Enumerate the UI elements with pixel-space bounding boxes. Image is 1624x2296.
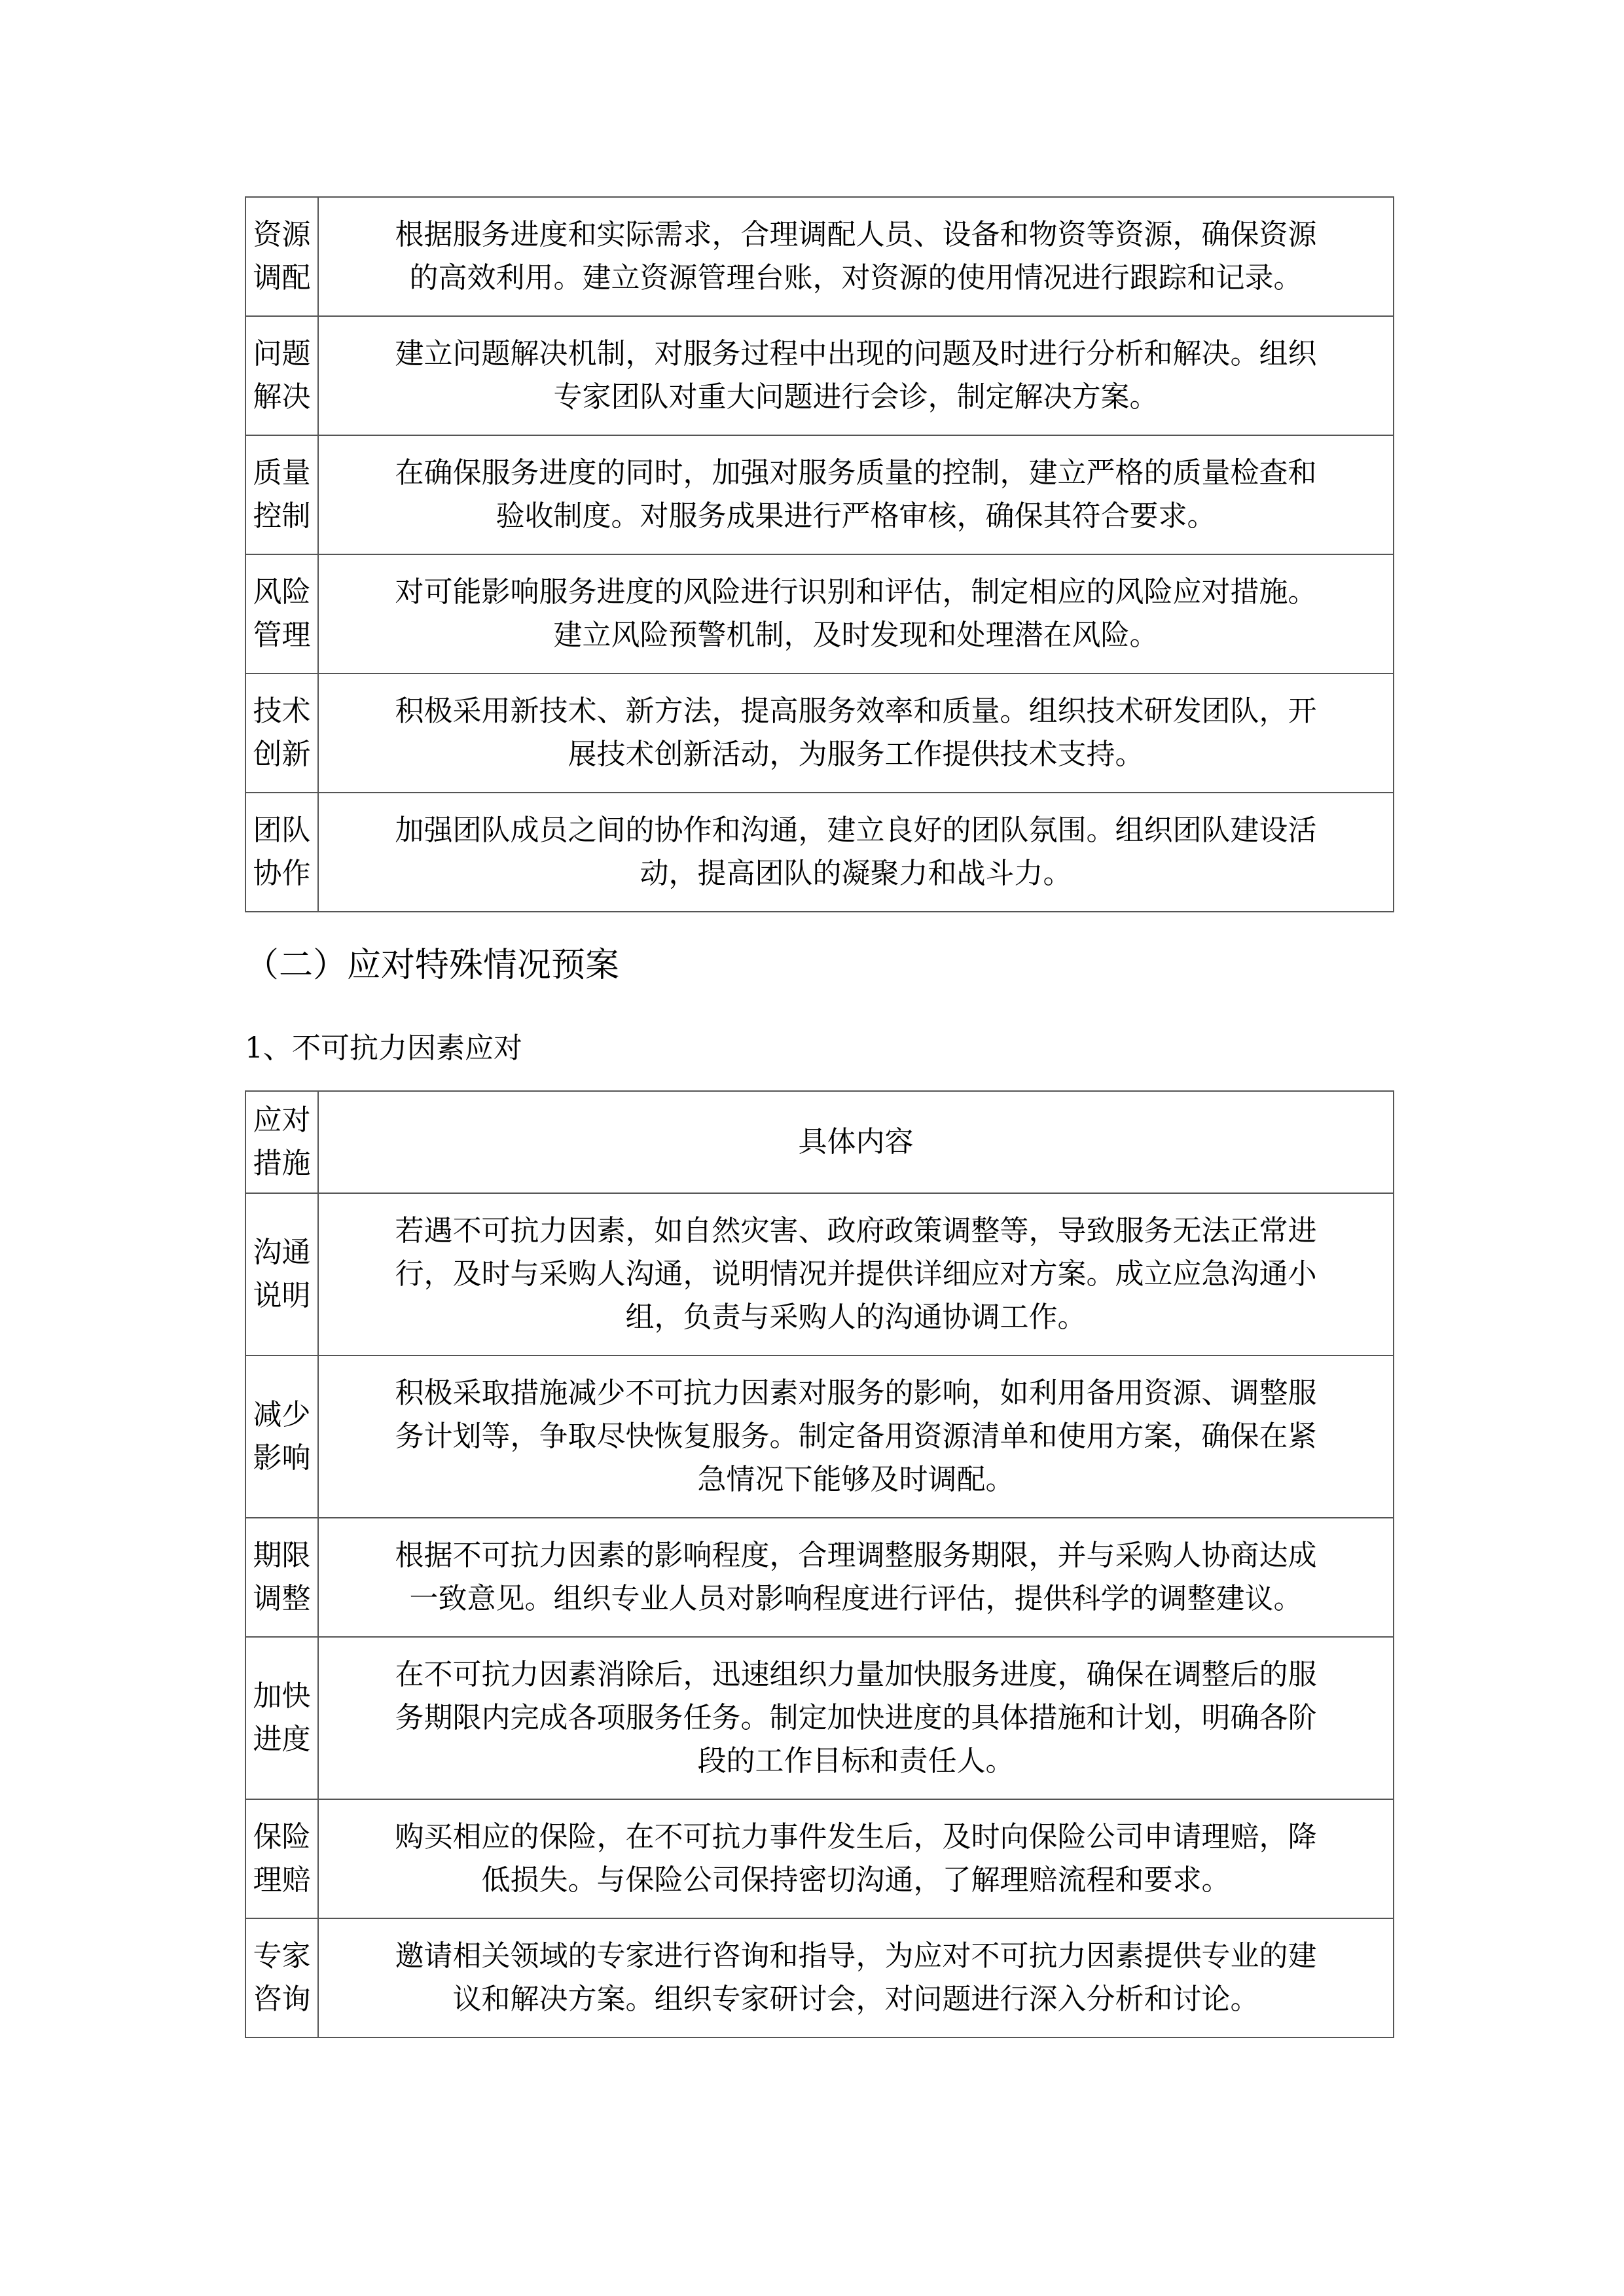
header-content: 具体内容: [318, 1091, 1394, 1193]
sub-heading: 1、不可抗力因素应对: [245, 1031, 522, 1065]
table-header-row: [245, 1091, 1394, 1193]
row-label: 加快 进度: [245, 1637, 318, 1799]
table-row: [245, 435, 1394, 554]
row-content: 加强团队成员之间的协作和沟通，建立良好的团队氛围。组织团队建设活 动，提高团队的凝聚力和战斗力。: [318, 793, 1394, 912]
row-label: 技术 创新: [245, 673, 318, 793]
row-content: 积极采用新技术、新方法，提高服务效率和质量。组织技术研发团队，开 展技术创新活动，为服务工作提供技术支持。: [318, 673, 1394, 793]
row-content: 若遇不可抗力因素，如自然灾害、政府政策调整等，导致服务无法正常进 行，及时与采购人沟通，说明情况并提供详细应对方案。成立应急沟通小 组，负责与采购人的沟通协调工作。: [318, 1193, 1394, 1355]
row-content: 建立问题解决机制，对服务过程中出现的问题及时进行分析和解决。组织 专家团队对重大问题进行会诊，制定解决方案。: [318, 316, 1394, 435]
row-label: 质量 控制: [245, 435, 318, 554]
row-label: 减少 影响: [245, 1355, 318, 1518]
force-majeure-table: [245, 1090, 1394, 2038]
row-content: 根据服务进度和实际需求，合理调配人员、设备和物资等资源，确保资源 的高效利用。建立资源管理台账，对资源的使用情况进行跟踪和记录。: [318, 197, 1394, 316]
section-heading: （二）应对特殊情况预案: [245, 946, 620, 985]
row-content: 购买相应的保险，在不可抗力事件发生后，及时向保险公司申请理赔，降 低损失。与保险公司保持密切沟通，了解理赔流程和要求。: [318, 1799, 1394, 1918]
table-row: [245, 1918, 1394, 2037]
row-label: 沟通 说明: [245, 1193, 318, 1355]
header-label: 应对 措施: [245, 1091, 318, 1193]
row-label: 团队 协作: [245, 793, 318, 912]
row-label: 专家 咨询: [245, 1918, 318, 2037]
table-row: [245, 793, 1394, 912]
table-row: [245, 1193, 1394, 1355]
row-content: 在确保服务进度的同时，加强对服务质量的控制，建立严格的质量检查和 验收制度。对服务成果进行严格审核，确保其符合要求。: [318, 435, 1394, 554]
table-row: [245, 316, 1394, 435]
table-row: [245, 1355, 1394, 1518]
table-row: [245, 1637, 1394, 1799]
row-content: 邀请相关领域的专家进行咨询和指导，为应对不可抗力因素提供专业的建 议和解决方案。组织专家研讨会，对问题进行深入分析和讨论。: [318, 1918, 1394, 2037]
schedule-measures-table: [245, 196, 1394, 912]
row-content: 在不可抗力因素消除后，迅速组织力量加快服务进度，确保在调整后的服 务期限内完成各项服务任务。制定加快进度的具体措施和计划，明确各阶 段的工作目标和责任人。: [318, 1637, 1394, 1799]
row-label: 资源 调配: [245, 197, 318, 316]
row-label: 期限 调整: [245, 1518, 318, 1637]
table-row: [245, 673, 1394, 793]
row-label: 问题 解决: [245, 316, 318, 435]
table-row: [245, 1518, 1394, 1637]
row-content: 对可能影响服务进度的风险进行识别和评估，制定相应的风险应对措施。 建立风险预警机制，及时发现和处理潜在风险。: [318, 554, 1394, 673]
table-row: [245, 197, 1394, 316]
table-row: [245, 554, 1394, 673]
table-row: [245, 1799, 1394, 1918]
row-label: 风险 管理: [245, 554, 318, 673]
row-content: 根据不可抗力因素的影响程度，合理调整服务期限，并与采购人协商达成 一致意见。组织专业人员对影响程度进行评估，提供科学的调整建议。: [318, 1518, 1394, 1637]
row-label: 保险 理赔: [245, 1799, 318, 1918]
row-content: 积极采取措施减少不可抗力因素对服务的影响，如利用备用资源、调整服 务计划等，争取尽快恢复服务。制定备用资源清单和使用方案，确保在紧 急情况下能够及时调配。: [318, 1355, 1394, 1518]
